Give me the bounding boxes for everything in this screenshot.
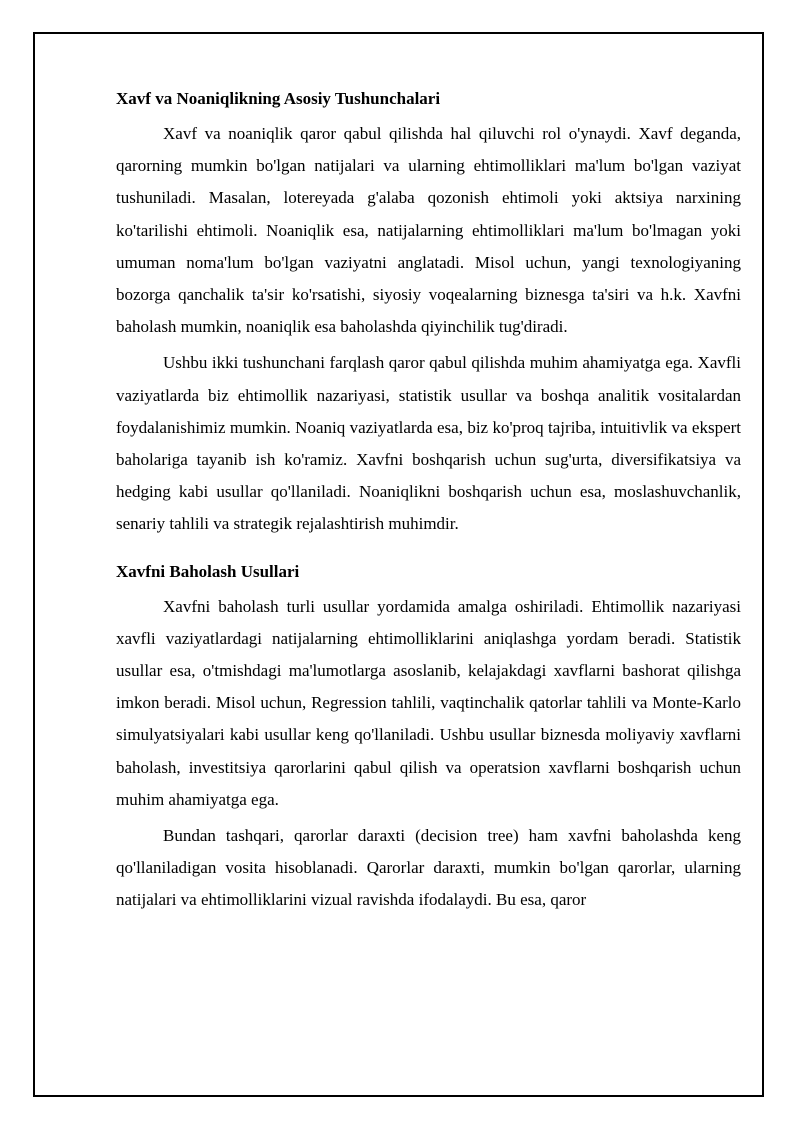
paragraph: Xavf va noaniqlik qaror qabul qilishda hal qiluvchi rol o'ynaydi. Xavf deganda, qarorning mumkin bo'lgan natijalari va ularning ehtimolliklari ma'lum bo'lgan vaziyat tushuniladi. Masalan, lotereyada g'alaba qozonish ehtimoli yoki aktsiya narxining ko'tarilishi ehtimoli. Noaniqlik esa, natijalarning ehtimolliklari ma'lum bo'lmagan yoki umuman noma'lum bo'lgan vaziyatni anglatadi. Misol uchun, yangi texnologiyaning bozorga qanchalik ta'sir ko'rsatishi, siyosiy voqealarning biznesga ta'siri va h.k. Xavfni baholash mumkin, noaniqlik esa baholashda qiyinchilik tug'diradi. xyxy=(116,124,741,337)
paragraph: Ushbu ikki tushunchani farqlash qaror qabul qilishda muhim ahamiyatga ega. Xavfli vaziyatlarda biz ehtimollik nazariyasi, statistik usullar va boshqa analitik vositalardan foydalanishimiz mumkin. Noaniq vaziyatlarda esa, biz ko'proq tajriba, intuitivlik va ekspert baholariga tayanib ish ko'ramiz. Xavfni boshqarish uchun sug'urta, diversifikatsiya va hedging kabi usullar qo'llaniladi. Noaniqlikni boshqarish uchun esa, moslashuvchanlik, senariy tahlili va strategik rejalashtirish muhimdir. xyxy=(116,353,741,534)
paragraph: Bundan tashqari, qarorlar daraxti (decision tree) ham xavfni baholashda keng qo'llaniladigan vosita hisoblanadi. Qarorlar daraxti, mumkin bo'lgan qarorlar, ularning natijalari va ehtimolliklarini vizual ravishda ifodalaydi. Bu esa, qaror xyxy=(116,826,741,910)
document-body xyxy=(116,84,741,921)
section-heading: Xavfni Baholash Usullari xyxy=(116,561,300,581)
paragraph: Xavfni baholash turli usullar yordamida amalga oshiriladi. Ehtimollik nazariyasi xavfli vaziyatlardagi natijalarning ehtimolliklarini aniqlashga yordam beradi. Statistik usullar esa, o'tmishdagi ma'lumotlarga asoslanib, kelajakdagi xavflarni bashorat qilishga imkon beradi. Misol uchun, Regression tahlili, vaqtinchalik qatorlar tahlili va Monte-Karlo simulyatsiyalari kabi usullar keng qo'llaniladi. Ushbu usullar biznesda moliyaviy xavflarni baholash, investitsiya qarorlarini qabul qilish va operatsion xavflarni boshqarish uchun muhim ahamiyatga ega. xyxy=(116,596,741,809)
section-heading: Xavf va Noaniqlikning Asosiy Tushunchalari xyxy=(116,89,441,108)
